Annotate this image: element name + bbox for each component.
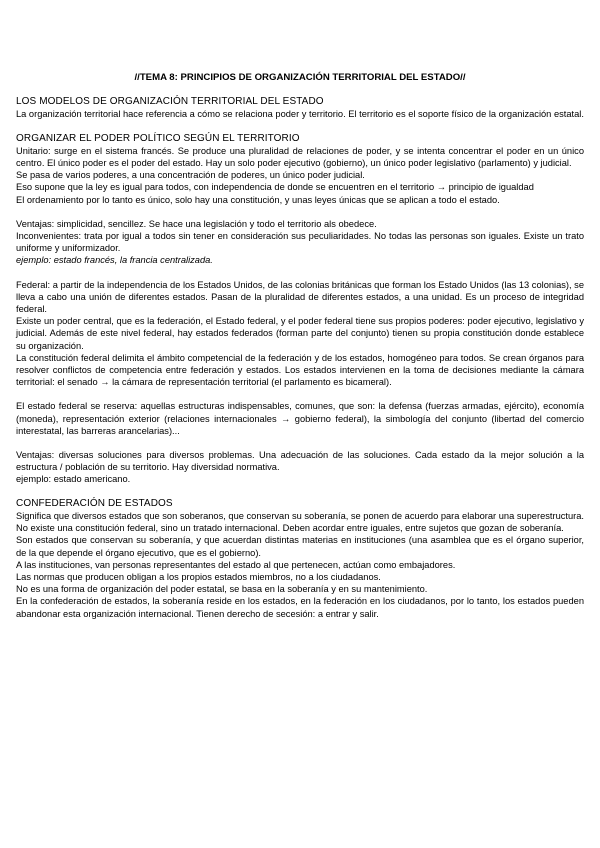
- page-title: //TEMA 8: PRINCIPIOS DE ORGANIZACIÓN TERRITORIAL DEL ESTADO//: [134, 72, 466, 83]
- section-heading-organizar: ORGANIZAR EL PODER POLÍTICO SEGÚN EL TERRITORIO: [16, 132, 300, 144]
- paragraph: La organización territorial hace referencia a cómo se relaciona poder y territorio. El territorio es el soporte físico de la organización estatal.: [16, 109, 584, 120]
- paragraph: No existe una constitución federal, sino un tratado internacional. Deben acordar entre iguales, entre sujetos que gozan de soberanía.: [16, 523, 564, 534]
- paragraph: Se pasa de varios poderes, a una concentración de poderes, un único poder judicial.: [16, 170, 365, 181]
- paragraph: Eso supone que la ley es igual para todos, con independencia de donde se encuentren en el territorio → principio de igualdad: [16, 182, 534, 193]
- paragraph: El estado federal se reserva: aquellas estructuras indispensables, comunes, que son: la defensa (fuerzas armadas, ejército), economía (moneda), representación exterior (relaciones internacionales → gobierno federal), la simbología del conjunto (libertad del comercio interestatal, las barreras arancelarias)...: [16, 401, 584, 436]
- paragraph: Son estados que conservan su soberanía, y que acuerdan distintas materias en instituciones (una asamblea que es el órgano superior, de la que depende el órgano ejecutivo, que es el gobierno).: [16, 535, 584, 558]
- paragraph: Significa que diversos estados que son soberanos, que conservan su soberanía, se ponen de acuerdo para elaborar una superestructura.: [16, 510, 584, 521]
- section-heading-modelos: LOS MODELOS DE ORGANIZACIÓN TERRITORIAL DEL ESTADO: [16, 96, 324, 108]
- paragraph-federal: Federal: a partir de la independencia de los Estados Unidos, de las colonias británicas que forman los Estado Unidos (las 13 colonias), se lleva a cabo una unión de diferentes estados. Pasan de la pluralidad de diferentes estados, a una unidad. Es un proceso de integridad federal.: [16, 279, 584, 315]
- paragraph: Existe un poder central, que es la federación, el Estado federal, y el poder federal tiene sus propios poderes: poder ejecutivo, legislativo y judicial. Además de este nivel federal, hay estados federados (forman parte del conjunto) tienen su propia constitución donde establece su organización.: [16, 316, 584, 351]
- paragraph: Las normas que producen obligan a los propios estados miembros, no a los ciudadanos.: [16, 571, 381, 582]
- paragraph-ejemplo: ejemplo: estado americano.: [16, 474, 131, 485]
- paragraph-inconvenientes: Inconvenientes: trata por igual a todos sin tener en consideración sus peculiaridades. No todas las personas son iguales. Existe un trato uniforme y uniformizador.: [16, 231, 584, 254]
- paragraph: En la confederación de estados, la soberanía reside en los estados, en la federación en los ciudadanos, por lo tanto, los estados pueden abandonar esta organización internacional. Tienen derecho de secesión: a entrar y salir.: [16, 596, 584, 619]
- paragraph-ventajas: Ventajas: simplicidad, sencillez. Se hace una legislación y todo el territorio als obedece.: [16, 218, 377, 229]
- paragraph: La constitución federal delimita el ámbito competencial de la federación y de los estados, homogéneo para todos. Se crean órganos para resolver conflictos de competencia entre federación y estados. Los estados intervienen en la toma de decisiones mediante la cámara territorial: el senado → la cámara de representación territorial (el parlamento es bicameral).: [16, 352, 584, 388]
- section-heading-confederacion: CONFEDERACIÓN DE ESTADOS: [16, 497, 173, 509]
- paragraph-unitario: Unitario: surge en el sistema francés. Se produce una pluralidad de relaciones de poder, y se intenta concentrar el poder en un único centro. El único poder es el poder del estado. Hay un solo poder ejecutivo (gobierno), un único poder legislativo (parlamento) y judicial.: [16, 145, 584, 169]
- paragraph: A las instituciones, van personas representantes del estado al que pertenecen, actúan como embajadores.: [16, 559, 456, 570]
- paragraph-ejemplo: ejemplo: estado francés, la francia centralizada.: [16, 255, 213, 266]
- paragraph: No es una forma de organización del poder estatal, se basa en la soberanía y en su mantenimiento.: [16, 584, 428, 595]
- paragraph: El ordenamiento por lo tanto es único, solo hay una constitución, y unas leyes únicas que se aplican a todo el estado.: [16, 194, 500, 205]
- paragraph-ventajas: Ventajas: diversas soluciones para diversos problemas. Una adecuación de las soluciones. Cada estado da la mejor solución a la estructura / población de su territorio. Hay diversidad normativa.: [16, 450, 584, 473]
